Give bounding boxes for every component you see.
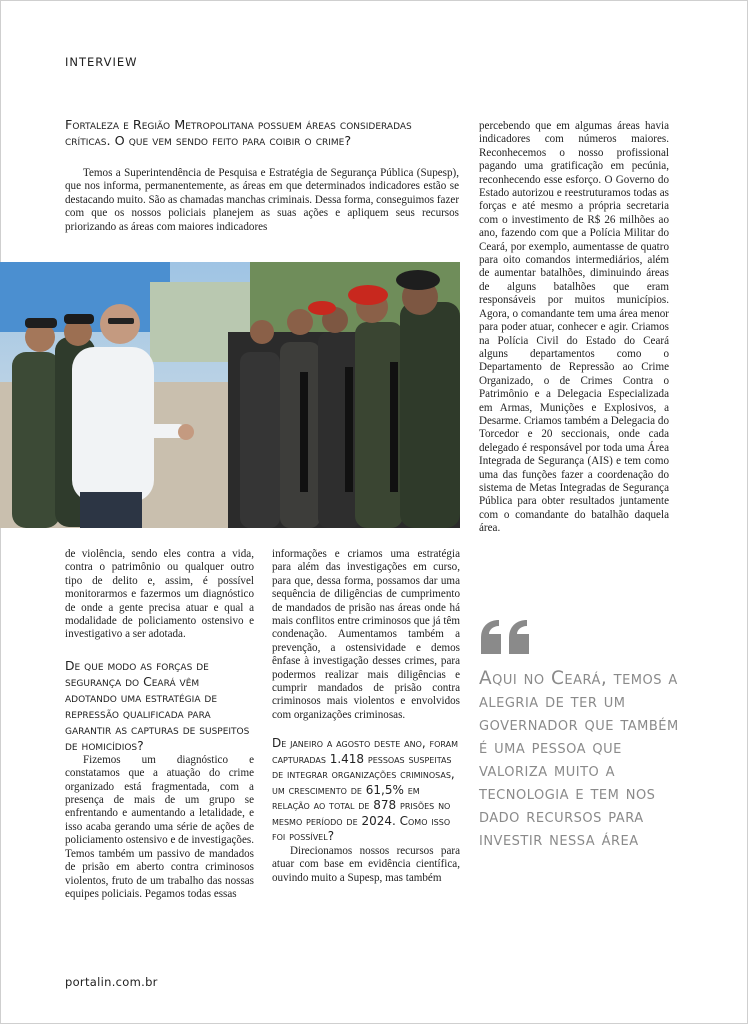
article-photo (0, 262, 460, 528)
answer-2: Fizemos um diagnóstico e constatamos que a atuação do crime organizado está fragmentada, com a presença de mais de um grupo se enfrentando e aumentando a letalidade, e isso acaba gerando uma série de ações de policiamento ostensivo e de investigações. Temos também um passivo de mandados de prisão em aberto contra criminosos violentos, fruto de um trabalho das nossas equipes policiais. Pegamos todas essas (65, 753, 254, 900)
question-2: De que modo as forças de segurança do Ceará vêm adotando uma estratégia de repressão qualificada para garantir as capturas de suspeitos de homicídios? (65, 657, 250, 753)
quote-mark-icon (477, 620, 537, 656)
question-3: De janeiro a agosto deste ano, foram capturadas 1.418 pessoas suspeitas de integrar organizações criminosas, um crescimento de 61,5% em relação ao total de 878 prisões no mesmo período de 2024. Como isso foi possível? (272, 736, 458, 844)
pull-quote: Aqui no Ceará, temos a alegria de ter um governador que também é uma pessoa que valoriza muito a tecnologia e tem nos dado recursos para investir nessa área (479, 668, 679, 850)
column-2 (272, 548, 460, 885)
answer-3: Direcionamos nossos recursos para atuar com base em evidência científica, ouvindo muito a Supesp, mas também (272, 844, 460, 884)
column-3 (479, 120, 669, 536)
col1-continuation: de violência, sendo eles contra a vida, contra o patrimônio ou qualquer outro tipo de delito e, assim, é possível monitorarmos e fazermos um diagnóstico de onde a gente precisa atuar e qual a modalidade de policiamento ostensivo e investigativo a ser adotada. (65, 548, 254, 641)
intro-answer: Temos a Superintendência de Pesquisa e Estratégia de Segurança Pública (Supesp), que nos informa, permanentemente, as áreas em que determinados indicadores estão se destacando muito. São as chamadas manchas criminais. Dessa forma, conseguimos fazer com que os nossos policiais planejem as suas ações e apliquem seus recursos priorizando as áreas com maiores indicadores (65, 167, 460, 233)
intro-question: Fortaleza e Região Metropolitana possuem áreas consideradas críticas. O que vem sendo feito para coibir o crime? (65, 118, 412, 149)
footer-site: portalin.com.br (65, 975, 158, 989)
col2-continuation: informações e criamos uma estratégia para além das investigações em curso, para que, dessa forma, possamos dar uma sequência de diligências de cumprimento de mandados de prisão nas áreas onde há mais conflitos entre criminosos que já têm condenação. Aumentamos também a prevenção, a ostensividade e demos ênfase à investigação desses crimes, para podermos realizar mais diligências e cumprir mandados de prisão contra criminosos mais violentos e envolvidos com organizações criminosas. (272, 548, 460, 721)
col3-text: percebendo que em algumas áreas havia indicadores com números maiores. Reconhecemos o nosso profissional pagando uma gratificação em pecúnia, reconhecendo esse esforço. O Governo do Estado autorizou e reestruturamos todas as forças e até mesmo a própria secretaria com o investimento de R$ 26 milhões ao ano, fazendo com que a Polícia Militar do Ceará, por exemplo, aumentasse de quatro para oito comandos intermediários, além de aumentar batalhões, diminuindo áreas de alguns batalhões que eram responsáveis por muitos municípios. Agora, o comandante tem uma área menor para poder atuar, conhecer e agir. Criamos na Polícia Civil do Estado do Ceará alguns departamentos como o Departamento de Repressão ao Crime Organizado, o de Crimes Contra o Patrimônio e a Delegacia Especializada em Armas, Munições e Explosivos, a Desarme. Criamos também a Delegacia do Torcedor e 20 seccionais, onde cada delegado é responsável por toda uma Área Integrada de Segurança (AIS) e tem como uma das funções fazer a coordenação do sistema de Metas Integradas de Segurança Pública para obter resultados juntamente com o comandante do batalhão daquela área. (479, 120, 669, 535)
section-label: INTERVIEW (65, 55, 138, 69)
column-1 (65, 548, 254, 901)
